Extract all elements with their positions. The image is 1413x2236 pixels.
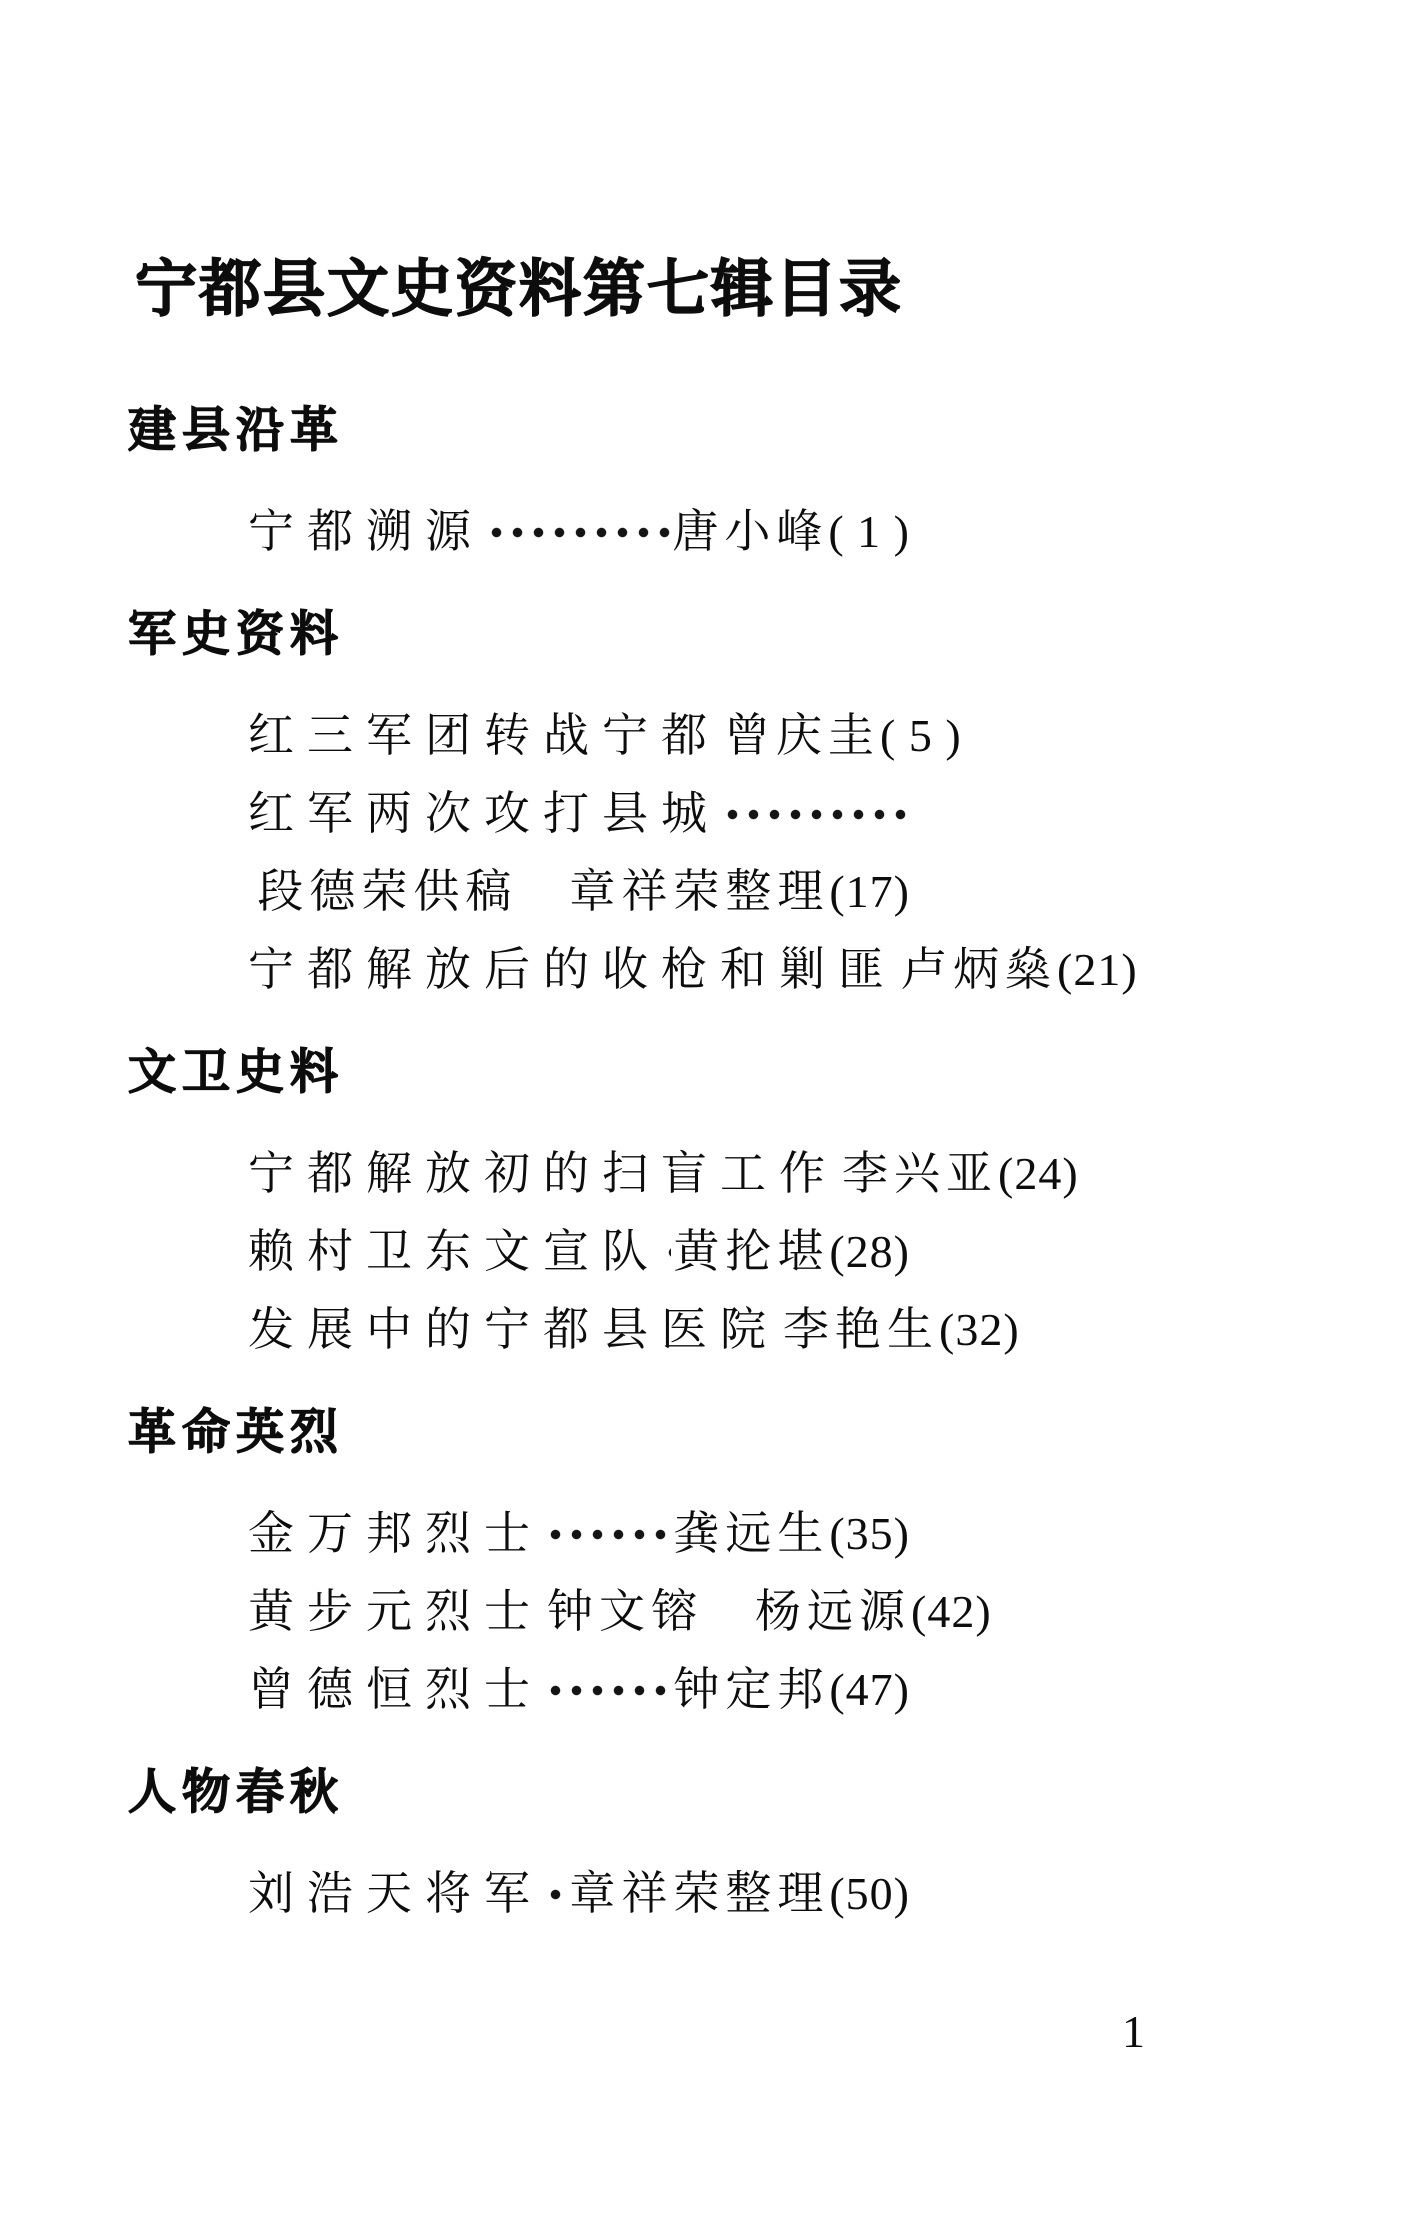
entry-page-number: (17) [829,866,910,917]
entry-page-number: ( 5 ) [880,710,962,761]
toc-entry [128,706,962,766]
toc-entry [128,940,1138,1000]
entry-title: 黄步元烈士 [248,1586,543,1637]
entry-page-number: (32) [939,1304,1020,1355]
entry-author: 曾庆圭 [724,710,880,761]
toc-entry [128,502,910,562]
entry-author: 钟文镕 杨远源 [547,1586,911,1637]
entry-page-number: ( 1 ) [828,506,910,557]
entry-author: 龚远生 [673,1508,830,1559]
dot-leader [486,502,670,562]
entry-author: 黄抡堪 [673,1226,830,1277]
entry-page-number: (35) [829,1508,910,1559]
entry-title: 红三军团转战宁都 [248,710,720,761]
toc-entry [128,1660,910,1720]
entry-author: 章祥荣整理 [569,1868,830,1919]
entry-page-number: (42) [911,1586,992,1637]
entry-page-number: (24) [998,1148,1079,1199]
entry-page-number: (47) [829,1664,910,1715]
entry-page-number: (50) [829,1868,910,1919]
entry-title: 红军两次攻打县城 [248,788,720,839]
document-title: 宁都县文史资料第七辑目录 [134,255,903,324]
entry-title: 曾德恒烈士 [248,1664,543,1715]
toc-entry [128,1144,1079,1204]
toc-entry [128,1222,910,1282]
dot-leader [722,784,908,844]
toc-entry [128,1300,1020,1360]
dot-leader [663,1222,671,1282]
section-heading: 建县沿革 [128,404,345,457]
entry-title: 宁都解放初的扫盲工作 [248,1148,838,1199]
dot-leader [545,1504,671,1564]
entry-author: 李兴亚 [842,1148,998,1199]
toc-entry [128,1864,910,1924]
toc-entry [128,784,910,844]
toc-entry [128,1582,992,1642]
toc-entry [128,1504,910,1564]
section-heading: 革命英烈 [128,1406,345,1459]
entry-author: 李艳生 [783,1304,939,1355]
entry-title: 宁都解放后的收枪和剿匪 [248,944,897,995]
section-heading: 军史资料 [128,608,345,661]
entry-page-number: (28) [829,1226,910,1277]
entry-author: 卢炳燊 [901,944,1057,995]
entry-author: 段德荣供稿 章祥荣整理 [257,866,830,917]
entry-title: 宁都溯源 [248,506,484,557]
entry-page-number: (21) [1057,944,1138,995]
entry-title: 赖村卫东文宣队 [248,1226,661,1277]
entry-author: 唐小峰 [672,506,829,557]
section-heading: 文卫史料 [128,1046,345,1099]
toc-entry-continuation [128,862,910,922]
folio-page-number: 1 [1122,2006,1145,2057]
dot-leader [545,1864,567,1924]
entry-title: 发展中的宁都县医院 [248,1304,779,1355]
entry-title: 刘浩天将军 [248,1868,543,1919]
section-heading: 人物春秋 [128,1766,345,1819]
dot-leader [545,1660,671,1720]
entry-title: 金万邦烈士 [248,1508,543,1559]
entry-author: 钟定邦 [673,1664,830,1715]
